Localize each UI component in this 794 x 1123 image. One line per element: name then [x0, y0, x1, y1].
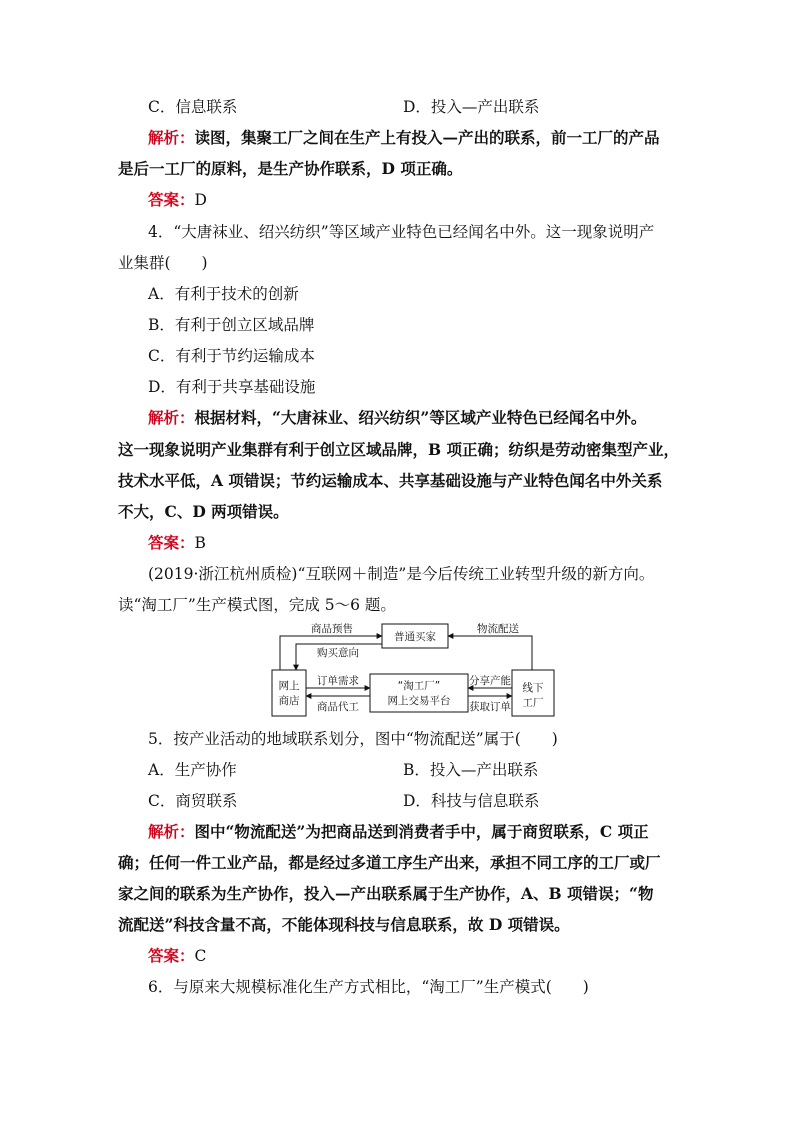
order-demand-label: 订单需求 — [317, 675, 359, 687]
product-oem-label: 商品代工 — [317, 701, 359, 713]
q4-answer-value: B — [194, 534, 206, 552]
q4-answer — [148, 533, 206, 553]
q4-option-d: D．有利于共享基础设施 — [148, 378, 316, 396]
q5-analysis-line2: 确；任何一件工业产品，都是经过多道工序生产出来，承担不同工序的工厂或厂 — [118, 853, 661, 872]
logistics-label: 物流配送 — [477, 623, 519, 635]
platform-label-2: 网上交易平台 — [387, 695, 451, 707]
q4-analysis-text1: 根据材料，“大唐袜业、绍兴纺织”等区域产业特色已经闻名中外。 — [194, 408, 647, 427]
q5-answer-value: C — [194, 947, 207, 965]
q3-analysis-line1 — [148, 128, 660, 148]
q4-option-a: A．有利于技术的创新 — [148, 285, 299, 303]
q5-analysis-line4: 流配送”科技含量不高，不能体现科技与信息联系，故 D 项错误。 — [118, 915, 570, 934]
q3-analysis-label: 解析： — [148, 128, 195, 147]
q3-analysis-text1: 读图，集聚工厂之间在生产上有投入—产出的联系，前一工厂的产品 — [194, 128, 660, 147]
share-capacity-label: 分享产能 — [469, 675, 511, 687]
online-store-label-1: 网上 — [278, 680, 300, 692]
q5-answer — [148, 946, 206, 966]
q5-stem: 5．按产业活动的地域联系划分，图中“物流配送”属于( ) — [148, 730, 558, 748]
q3-analysis-line2: 是后一工厂的原料，是生产协作联系，D 项正确。 — [118, 159, 463, 178]
q3-answer-value: D — [194, 191, 207, 209]
q4-option-b: B．有利于创立区域品牌 — [148, 316, 315, 334]
q5-option-b: B．投入—产出联系 — [403, 761, 539, 779]
q5-analysis-label: 解析： — [148, 822, 195, 841]
q3-option-c: C．信息联系 — [148, 98, 238, 116]
q5-analysis-line3: 家之间的联系为生产协作，投入—产出联系属于生产协作，A、B 项错误；“物 — [118, 884, 654, 903]
online-store-box — [272, 670, 306, 716]
q5-option-d: D．科技与信息联系 — [403, 792, 540, 810]
taogongchang-mode-diagram — [270, 622, 560, 720]
q4-analysis-line1 — [148, 408, 646, 428]
q3-answer — [148, 190, 207, 210]
get-orders-label: 获取订单 — [469, 701, 511, 713]
q5-analysis-text1: 图中“物流配送”为把商品送到消费者手中，属于商贸联系，C 项正 — [194, 822, 649, 841]
buyer-label: 普通买家 — [394, 631, 436, 643]
q5-option-a: A．生产协作 — [148, 761, 237, 779]
q4-analysis-line4: 不大，C、D 两项错误。 — [118, 502, 289, 521]
platform-label-1: “淘工厂” — [397, 680, 441, 692]
q4-analysis-label: 解析： — [148, 408, 195, 427]
online-store-label-2: 商店 — [278, 695, 300, 707]
presale-label: 商品预售 — [311, 623, 353, 635]
q5-option-c: C．商贸联系 — [148, 792, 238, 810]
q3-option-d: D．投入—产出联系 — [403, 98, 540, 116]
purchase-intent-label: 购买意向 — [317, 647, 359, 659]
q6-stem: 6．与原来大规模标准化生产方式相比，“淘工厂”生产模式( ) — [148, 978, 589, 996]
logistics-arrow — [448, 636, 532, 670]
q4-option-c: C．有利于节约运输成本 — [148, 347, 315, 365]
q4-stem-line2: 业集群( ) — [118, 254, 208, 272]
intro-line2: 读“淘工厂”生产模式图，完成 5～6 题。 — [118, 596, 396, 614]
q4-stem-line1: 4．“大唐袜业、绍兴纺织”等区域产业特色已经闻名中外。这一现象说明产 — [148, 223, 655, 241]
q4-answer-label: 答案： — [148, 533, 195, 552]
intro-line1: (2019·浙江杭州质检)“互联网＋制造”是今后传统工业转型升级的新方向。 — [148, 565, 655, 583]
q5-answer-label: 答案： — [148, 946, 195, 965]
q3-answer-label: 答案： — [148, 190, 195, 209]
q4-analysis-line2: 这一现象说明产业集群有利于创立区域品牌，B 项正确；纺织是劳动密集型产业， — [118, 440, 679, 459]
q5-analysis-line1 — [148, 822, 649, 842]
q4-analysis-line3: 技术水平低，A 项错误；节约运输成本、共享基础设施与产业特色闻名中外关系 — [118, 471, 663, 490]
factory-label-1: 线下 — [522, 682, 544, 694]
factory-label-2: 工厂 — [522, 697, 544, 709]
